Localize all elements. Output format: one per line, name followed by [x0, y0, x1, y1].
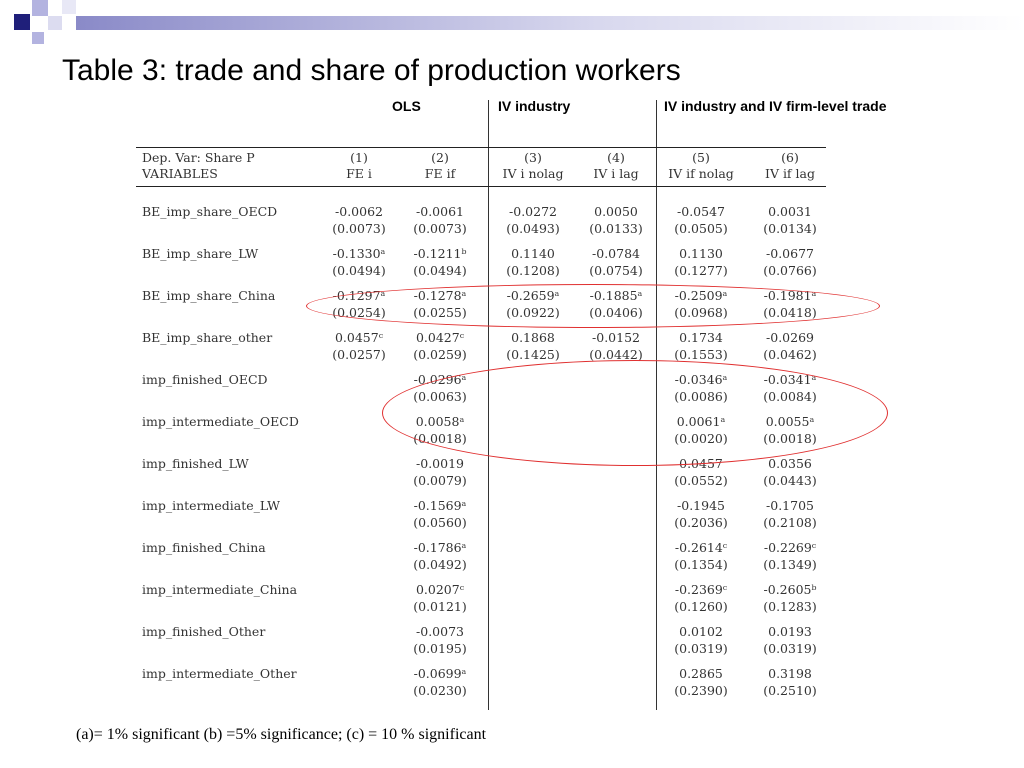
- table-cell-se: (0.0418): [763, 305, 817, 320]
- table-cell-se: (0.0079): [413, 473, 467, 488]
- table-cell-se: (0.1553): [674, 347, 728, 362]
- table-cell-se: (0.0086): [674, 389, 728, 404]
- table-cell-se: (0.0195): [413, 641, 467, 656]
- table-cell-se: (0.0257): [332, 347, 386, 362]
- table-cell-coef: -0.1211ᵇ: [413, 246, 467, 261]
- table-cell-coef: 0.3198: [768, 666, 812, 681]
- table-cell-se: (0.2390): [674, 683, 728, 698]
- table-rule-header: [136, 186, 826, 187]
- deco-square: [32, 32, 44, 44]
- deco-square: [32, 0, 48, 16]
- deco-square: [14, 14, 30, 30]
- dep-var-label: Dep. Var: Share P: [142, 150, 255, 165]
- table-cell-coef: 0.0050: [594, 204, 638, 219]
- row-variable: imp_finished_LW: [142, 456, 249, 471]
- table-cell-se: (0.0754): [589, 263, 643, 278]
- table-cell-coef: -0.0061: [416, 204, 464, 219]
- table-cell-coef: 0.0102: [679, 624, 723, 639]
- table-cell-coef: 0.0193: [768, 624, 812, 639]
- table-cell-coef: -0.1278ᵃ: [413, 288, 467, 303]
- row-variable: imp_intermediate_China: [142, 582, 298, 597]
- table-cell-coef: -0.0784: [592, 246, 640, 261]
- table-cell-coef: 0.0457: [679, 456, 723, 471]
- table-cell-coef: -0.2659ᵃ: [506, 288, 560, 303]
- table-cell-coef: 0.0457ᶜ: [334, 330, 384, 345]
- table-cell-se: (0.1283): [763, 599, 817, 614]
- table-cell-coef: -0.2614ᶜ: [674, 540, 728, 555]
- table-cell-coef: 0.0055ᵃ: [765, 414, 815, 429]
- table-cell-coef: -0.2369ᶜ: [674, 582, 728, 597]
- col-number: (3): [524, 150, 542, 165]
- table-cell-se: (0.1208): [506, 263, 560, 278]
- table-cell-coef: -0.1981ᵃ: [763, 288, 817, 303]
- table-cell-coef: 0.0207ᶜ: [415, 582, 465, 597]
- col-number: (6): [781, 150, 799, 165]
- table-cell-coef: -0.0269: [766, 330, 814, 345]
- col-label: IV i lag: [593, 166, 639, 181]
- table-cell-coef: 0.1130: [679, 246, 723, 261]
- table-cell-coef: -0.0341ᵃ: [763, 372, 817, 387]
- col-number: (4): [607, 150, 625, 165]
- table-cell-se: (0.1349): [763, 557, 817, 572]
- table-cell-se: (0.1260): [674, 599, 728, 614]
- table-cell-coef: -0.1297ᵃ: [332, 288, 386, 303]
- table-cell-se: (0.0493): [506, 221, 560, 236]
- row-variable: BE_imp_share_OECD: [142, 204, 278, 219]
- row-variable: imp_intermediate_Other: [142, 666, 297, 681]
- col-label: FE if: [424, 166, 456, 181]
- table-cell-coef: -0.0019: [416, 456, 464, 471]
- table-cell-se: (0.0254): [332, 305, 386, 320]
- table-cell-coef: 0.2865: [679, 666, 723, 681]
- row-variable: imp_finished_OECD: [142, 372, 268, 387]
- table-cell-coef: -0.2509ᵃ: [674, 288, 728, 303]
- row-variable: imp_intermediate_LW: [142, 498, 280, 513]
- group-label-iv-firm: IV industry and IV firm-level trade: [664, 98, 887, 114]
- slide-title: Table 3: trade and share of production workers: [62, 54, 681, 87]
- table-cell-coef: -0.0296ᵃ: [413, 372, 467, 387]
- table-cell-coef: -0.0699ᵃ: [413, 666, 467, 681]
- table-cell-se: (0.2036): [674, 515, 728, 530]
- table-cell-se: (0.0462): [763, 347, 817, 362]
- table-cell-coef: -0.1885ᵃ: [589, 288, 643, 303]
- table-cell-coef: -0.1330ᵃ: [332, 246, 386, 261]
- table-cell-se: (0.0494): [332, 263, 386, 278]
- table-cell-se: (0.0560): [413, 515, 467, 530]
- table-rule-top: [136, 147, 826, 148]
- table-cell-coef: -0.2605ᵇ: [763, 582, 817, 597]
- table-cell-se: (0.0084): [763, 389, 817, 404]
- table-cell-se: (0.0922): [506, 305, 560, 320]
- row-variable: BE_imp_share_LW: [142, 246, 259, 261]
- table-cell-coef: -0.1705: [766, 498, 814, 513]
- table-cell-se: (0.1354): [674, 557, 728, 572]
- table-cell-se: (0.1277): [674, 263, 728, 278]
- table-cell-coef: -0.0152: [592, 330, 640, 345]
- table-cell-coef: 0.1734: [679, 330, 723, 345]
- variables-label: VARIABLES: [142, 166, 218, 181]
- col-number: (5): [692, 150, 710, 165]
- col-label: IV if lag: [765, 166, 815, 181]
- table-cell-se: (0.0255): [413, 305, 467, 320]
- row-variable: imp_intermediate_OECD: [142, 414, 299, 429]
- deco-square: [0, 0, 12, 12]
- table-cell-se: (0.0766): [763, 263, 817, 278]
- col-label: FE i: [346, 166, 372, 181]
- table-cell-coef: -0.0547: [677, 204, 725, 219]
- footnote: (a)= 1% significant (b) =5% significance; (c) = 10 % significant: [76, 726, 487, 743]
- table-cell-coef: -0.1786ᵃ: [413, 540, 467, 555]
- row-variable: imp_finished_Other: [142, 624, 266, 639]
- table-cell-se: (0.0134): [763, 221, 817, 236]
- table-cell-se: (0.0443): [763, 473, 817, 488]
- table-cell-se: (0.0063): [413, 389, 467, 404]
- group-label-ols: OLS: [392, 98, 421, 114]
- table-cell-coef: -0.1569ᵃ: [413, 498, 467, 513]
- deco-square: [62, 0, 76, 14]
- table-cell-se: (0.0442): [589, 347, 643, 362]
- table-cell-se: (0.1425): [506, 347, 560, 362]
- col-label: IV i nolag: [502, 166, 564, 181]
- title-bar-decoration: [76, 16, 1024, 30]
- row-variable: BE_imp_share_China: [142, 288, 276, 303]
- table-cell-coef: -0.0272: [509, 204, 557, 219]
- table-cell-se: (0.0552): [674, 473, 728, 488]
- table-cell-coef: -0.0062: [335, 204, 383, 219]
- highlight-ellipse-china: [306, 284, 880, 328]
- table-cell-se: (0.0968): [674, 305, 728, 320]
- group-label-iv-industry: IV industry: [498, 98, 571, 114]
- table-cell-coef: 0.1140: [511, 246, 555, 261]
- highlight-ellipse-oecd: [382, 360, 888, 466]
- col-number: (1): [350, 150, 368, 165]
- table-cell-coef: 0.0061ᵃ: [676, 414, 726, 429]
- table-cell-se: (0.0073): [332, 221, 386, 236]
- table-cell-se: (0.0494): [413, 263, 467, 278]
- table-cell-coef: 0.0031: [768, 204, 812, 219]
- table-cell-se: (0.0230): [413, 683, 467, 698]
- table-cell-coef: 0.0058ᵃ: [415, 414, 465, 429]
- table-cell-coef: -0.0073: [416, 624, 464, 639]
- col-number: (2): [431, 150, 449, 165]
- table-cell-se: (0.2108): [763, 515, 817, 530]
- table-cell-se: (0.2510): [763, 683, 817, 698]
- table-cell-se: (0.0133): [589, 221, 643, 236]
- table-cell-coef: -0.2269ᶜ: [763, 540, 817, 555]
- table-cell-se: (0.0073): [413, 221, 467, 236]
- table-cell-se: (0.0259): [413, 347, 467, 362]
- row-variable: BE_imp_share_other: [142, 330, 273, 345]
- col-label: IV if nolag: [668, 166, 734, 181]
- table-cell-se: (0.0319): [763, 641, 817, 656]
- table-cell-se: (0.0018): [763, 431, 817, 446]
- table-cell-se: (0.0121): [413, 599, 467, 614]
- table-cell-se: (0.0319): [674, 641, 728, 656]
- row-variable: imp_finished_China: [142, 540, 266, 555]
- table-cell-coef: 0.0356: [768, 456, 812, 471]
- table-cell-se: (0.0018): [413, 431, 467, 446]
- table-cell-se: (0.0020): [674, 431, 728, 446]
- table-cell-coef: 0.1868: [511, 330, 555, 345]
- table-cell-coef: 0.0427ᶜ: [415, 330, 465, 345]
- table-cell-se: (0.0505): [674, 221, 728, 236]
- table-cell-coef: -0.1945: [677, 498, 725, 513]
- table-cell-se: (0.0406): [589, 305, 643, 320]
- deco-square: [48, 16, 62, 30]
- table-cell-se: (0.0492): [413, 557, 467, 572]
- table-cell-coef: -0.0677: [766, 246, 814, 261]
- table-cell-coef: -0.0346ᵃ: [674, 372, 728, 387]
